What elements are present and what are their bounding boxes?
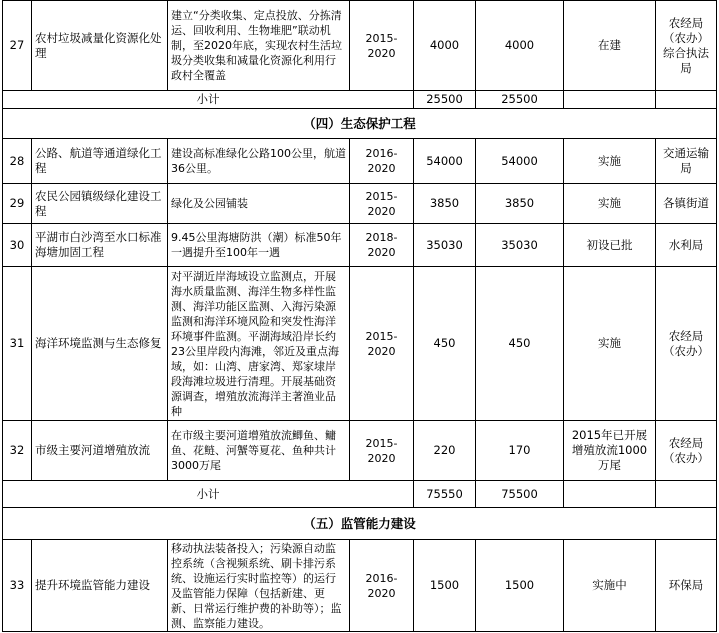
planned-investment: 1500 [476, 540, 564, 632]
planned-investment: 450 [476, 267, 564, 421]
table-row [3, 540, 717, 632]
project-content: 建设高标准绿化公路100公里，航道36公里。 [168, 139, 350, 184]
table-row [3, 139, 717, 184]
total-investment: 4000 [414, 1, 476, 91]
project-name: 海洋环境监测与生态修复 [32, 267, 168, 421]
total-investment: 450 [414, 267, 476, 421]
responsible-dept: 水利局 [656, 224, 717, 267]
project-status: 实施中 [564, 540, 656, 632]
row-number: 31 [3, 267, 32, 421]
planned-investment: 3850 [476, 184, 564, 224]
table-row [3, 1, 717, 91]
project-years: 2015-2020 [350, 184, 414, 224]
row-number: 32 [3, 421, 32, 481]
responsible-dept: 交通运输局 [656, 139, 717, 184]
responsible-dept: 环保局 [656, 540, 717, 632]
project-name: 提升环境监管能力建设 [32, 540, 168, 632]
project-years: 2016-2020 [350, 540, 414, 632]
project-status: 初设已批 [564, 224, 656, 267]
section-header [3, 109, 717, 139]
project-status: 2015年已开展增殖放流1000万尾 [564, 421, 656, 481]
subtotal-total: 25500 [414, 91, 476, 109]
project-content: 移动执法装备投入；污染源自动监控系统（含视频系统、刷卡排污系统、设施运行实时监控等）的运行及监管能力保障（包括新建、更新、日常运行维护费的补助等）；监测、监察能力建设。 [168, 540, 350, 632]
total-investment: 35030 [414, 224, 476, 267]
subtotal-label: 小计 [3, 91, 414, 109]
section-title: （五）监管能力建设 [3, 508, 717, 540]
row-number: 27 [3, 1, 32, 91]
responsible-dept: 农经局（农办） [656, 267, 717, 421]
responsible-dept: 农经局（农办） [656, 421, 717, 481]
project-status: 实施 [564, 184, 656, 224]
row-number: 28 [3, 139, 32, 184]
project-years: 2016-2020 [350, 139, 414, 184]
planned-investment: 54000 [476, 139, 564, 184]
project-content: 绿化及公园铺装 [168, 184, 350, 224]
table-row [3, 184, 717, 224]
table-row [3, 421, 717, 481]
total-investment: 1500 [414, 540, 476, 632]
table-row [3, 224, 717, 267]
project-years: 2015-2020 [350, 1, 414, 91]
project-content: 9.45公里海塘防洪（潮）标准50年一遇提升至100年一遇 [168, 224, 350, 267]
project-years: 2015-2020 [350, 267, 414, 421]
subtotal-planned: 75500 [476, 481, 564, 508]
row-number: 30 [3, 224, 32, 267]
subtotal-label: 小计 [3, 481, 414, 508]
project-status: 实施 [564, 267, 656, 421]
subtotal-planned: 25500 [476, 91, 564, 109]
project-content: 在市级主要河道增殖放流鲫鱼、鳙鱼、花鲢、河蟹等夏花、鱼种共计3000万尾 [168, 421, 350, 481]
section-title: （四）生态保护工程 [3, 109, 717, 139]
table-row [3, 267, 717, 421]
project-content: 建立“分类收集、定点投放、分拣清运、回收利用、生物堆肥”联动机制，至2020年底，实现农村生活垃圾分类收集和减量化资源化利用行政村全覆盖 [168, 1, 350, 91]
total-investment: 54000 [414, 139, 476, 184]
subtotal-total: 75550 [414, 481, 476, 508]
row-number: 29 [3, 184, 32, 224]
planned-investment: 170 [476, 421, 564, 481]
project-name: 农村垃圾减量化资源化处理 [32, 1, 168, 91]
responsible-dept: 各镇街道 [656, 184, 717, 224]
subtotal-row [3, 481, 717, 508]
project-years: 2015-2020 [350, 421, 414, 481]
section-header [3, 508, 717, 540]
project-content: 对平湖近岸海域设立监测点，开展海水质量监测、海洋生物多样性监测、海洋功能区监测、入海污染源监测和海洋环境风险和突发性海洋环境事件监测。平湖海域沿岸长约23公里岸段内海滩，邻近及重点海域，如：山湾、唐家湾、郑家埭岸段海滩垃圾进行清理。开展基础资源调查，增殖放流海洋主著渔业品种 [168, 267, 350, 421]
project-years: 2018-2020 [350, 224, 414, 267]
project-name: 公路、航道等通道绿化工程 [32, 139, 168, 184]
project-name: 市级主要河道增殖放流 [32, 421, 168, 481]
project-name: 农民公园镇级绿化建设工程 [32, 184, 168, 224]
total-investment: 3850 [414, 184, 476, 224]
responsible-dept: 农经局（农办）综合执法局 [656, 1, 717, 91]
planned-investment: 4000 [476, 1, 564, 91]
row-number: 33 [3, 540, 32, 632]
planned-investment: 35030 [476, 224, 564, 267]
project-status: 实施 [564, 139, 656, 184]
project-name: 平湖市白沙湾至水口标准海塘加固工程 [32, 224, 168, 267]
subtotal-row [3, 91, 717, 109]
project-table [2, 0, 717, 632]
total-investment: 220 [414, 421, 476, 481]
project-status: 在建 [564, 1, 656, 91]
